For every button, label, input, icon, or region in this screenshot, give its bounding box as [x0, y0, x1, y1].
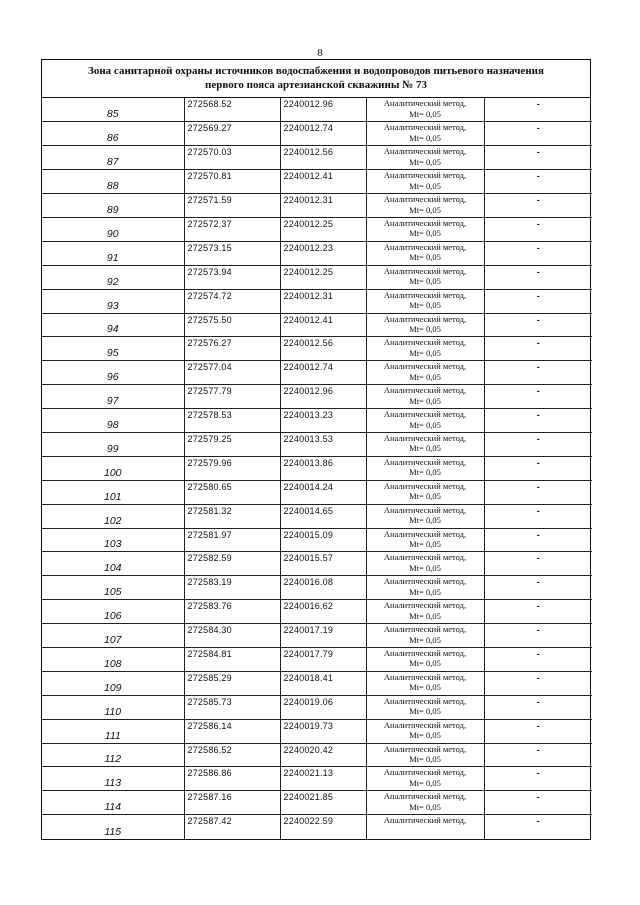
note-cell: - — [484, 241, 592, 265]
method-cell — [366, 600, 484, 624]
precision-text: Mt= 0,05 — [409, 347, 441, 358]
note-cell: - — [484, 456, 592, 480]
note-cell: - — [484, 313, 592, 337]
y-coordinate: 2240014.65 — [280, 504, 366, 528]
x-coordinate: 272586.86 — [184, 767, 280, 791]
precision-text: Mt= 0,05 — [409, 228, 441, 239]
point-number: 106 — [42, 600, 184, 624]
y-coordinate: 2240019.73 — [280, 719, 366, 743]
x-coordinate: 272585.29 — [184, 671, 280, 695]
precision-text: Mt= 0,05 — [409, 276, 441, 287]
y-coordinate: 2240019.06 — [280, 695, 366, 719]
table-row — [42, 98, 592, 122]
point-number: 93 — [42, 289, 184, 313]
method-text: Аналитический метод, — [383, 504, 467, 515]
point-number: 95 — [42, 337, 184, 361]
note-cell: - — [484, 695, 592, 719]
precision-text: Mt= 0,05 — [409, 562, 441, 573]
method-text: Аналитический метод, — [383, 815, 467, 826]
method-text: Аналитический метод, — [383, 480, 467, 491]
point-number: 114 — [42, 791, 184, 815]
precision-text: Mt= 0,05 — [409, 156, 441, 167]
method-text: Аналитический метод, — [383, 576, 467, 587]
table-row — [42, 385, 592, 409]
x-coordinate: 272571.59 — [184, 194, 280, 218]
x-coordinate: 272576.27 — [184, 337, 280, 361]
method-cell — [366, 671, 484, 695]
method-text: Аналитический метод, — [383, 695, 467, 706]
table-row — [42, 647, 592, 671]
table-row — [42, 409, 592, 433]
note-cell: - — [484, 98, 592, 122]
coordinates-table — [42, 98, 592, 839]
method-cell — [366, 217, 484, 241]
x-coordinate: 272573.15 — [184, 241, 280, 265]
precision-text: Mt= 0,05 — [409, 132, 441, 143]
y-coordinate: 2240014.24 — [280, 480, 366, 504]
method-cell — [366, 313, 484, 337]
table-row — [42, 480, 592, 504]
table-row — [42, 456, 592, 480]
table-row — [42, 671, 592, 695]
y-coordinate: 2240012.96 — [280, 385, 366, 409]
point-number: 112 — [42, 743, 184, 767]
x-coordinate: 272587.16 — [184, 791, 280, 815]
point-number: 104 — [42, 552, 184, 576]
table-row — [42, 600, 592, 624]
y-coordinate: 2240012.25 — [280, 217, 366, 241]
method-cell — [366, 170, 484, 194]
y-coordinate: 2240016.62 — [280, 600, 366, 624]
table-row — [42, 552, 592, 576]
point-number: 91 — [42, 241, 184, 265]
y-coordinate: 2240012.56 — [280, 337, 366, 361]
method-cell — [366, 647, 484, 671]
note-cell: - — [484, 552, 592, 576]
point-number: 102 — [42, 504, 184, 528]
x-coordinate: 272579.25 — [184, 432, 280, 456]
x-coordinate: 272577.79 — [184, 385, 280, 409]
precision-text: Mt= 0,05 — [409, 634, 441, 645]
method-cell — [366, 146, 484, 170]
note-cell: - — [484, 194, 592, 218]
note-cell: - — [484, 170, 592, 194]
point-number: 92 — [42, 265, 184, 289]
note-cell: - — [484, 647, 592, 671]
x-coordinate: 272570.81 — [184, 170, 280, 194]
y-coordinate: 2240016.08 — [280, 576, 366, 600]
point-number: 89 — [42, 194, 184, 218]
note-cell: - — [484, 385, 592, 409]
note-cell: - — [484, 743, 592, 767]
x-coordinate: 272581.32 — [184, 504, 280, 528]
table-row — [42, 217, 592, 241]
method-cell — [366, 122, 484, 146]
precision-text: Mt= 0,05 — [409, 777, 441, 788]
point-number: 100 — [42, 456, 184, 480]
note-cell: - — [484, 265, 592, 289]
precision-text: Mt= 0,05 — [409, 204, 441, 215]
method-text: Аналитический метод, — [383, 337, 467, 348]
note-cell: - — [484, 432, 592, 456]
y-coordinate: 2240012.96 — [280, 98, 366, 122]
point-number: 98 — [42, 409, 184, 433]
x-coordinate: 272587.42 — [184, 815, 280, 839]
method-text: Аналитический метод, — [383, 600, 467, 611]
method-text: Аналитический метод, — [383, 98, 467, 108]
method-text: Аналитический метод, — [383, 743, 467, 754]
method-text: Аналитический метод, — [383, 767, 467, 778]
method-text: Аналитический метод, — [383, 719, 467, 730]
y-coordinate: 2240021.85 — [280, 791, 366, 815]
method-cell — [366, 456, 484, 480]
x-coordinate: 272575.50 — [184, 313, 280, 337]
method-cell — [366, 289, 484, 313]
method-text: Аналитический метод, — [383, 671, 467, 682]
precision-text: Mt= 0,05 — [409, 754, 441, 765]
method-cell — [366, 624, 484, 648]
table-row — [42, 791, 592, 815]
table-row — [42, 695, 592, 719]
note-cell: - — [484, 791, 592, 815]
point-number: 99 — [42, 432, 184, 456]
point-number: 86 — [42, 122, 184, 146]
point-number: 113 — [42, 767, 184, 791]
method-cell — [366, 194, 484, 218]
table-row — [42, 194, 592, 218]
y-coordinate: 2240012.41 — [280, 313, 366, 337]
y-coordinate: 2240012.74 — [280, 361, 366, 385]
table-row — [42, 528, 592, 552]
x-coordinate: 272584.81 — [184, 647, 280, 671]
table-row — [42, 624, 592, 648]
method-cell — [366, 432, 484, 456]
method-text: Аналитический метод, — [383, 432, 467, 443]
method-cell — [366, 719, 484, 743]
precision-text: Mt= 0,05 — [409, 682, 441, 693]
point-number: 97 — [42, 385, 184, 409]
x-coordinate: 272572.37 — [184, 217, 280, 241]
x-coordinate: 272574.72 — [184, 289, 280, 313]
precision-text: Mt= 0,05 — [409, 730, 441, 741]
precision-text: Mt= 0,05 — [409, 515, 441, 526]
x-coordinate: 272577.04 — [184, 361, 280, 385]
method-text: Аналитический метод, — [383, 791, 467, 802]
y-coordinate: 2240020.42 — [280, 743, 366, 767]
note-cell: - — [484, 671, 592, 695]
y-coordinate: 2240018.41 — [280, 671, 366, 695]
y-coordinate: 2240012.31 — [280, 289, 366, 313]
document-title — [42, 60, 590, 98]
method-text: Аналитический метод, — [383, 385, 467, 396]
method-cell — [366, 815, 484, 839]
table-row — [42, 576, 592, 600]
y-coordinate: 2240012.23 — [280, 241, 366, 265]
table-row — [42, 767, 592, 791]
y-coordinate: 2240012.41 — [280, 170, 366, 194]
y-coordinate: 2240022.59 — [280, 815, 366, 839]
x-coordinate: 272570.03 — [184, 146, 280, 170]
method-cell — [366, 528, 484, 552]
precision-text: Mt= 0,05 — [409, 108, 441, 119]
table-row — [42, 289, 592, 313]
page-number: 8 — [317, 47, 323, 59]
point-number: 87 — [42, 146, 184, 170]
y-coordinate: 2240013.53 — [280, 432, 366, 456]
precision-text: Mt= 0,05 — [409, 706, 441, 717]
table-row — [42, 313, 592, 337]
method-cell — [366, 480, 484, 504]
x-coordinate: 272579.96 — [184, 456, 280, 480]
note-cell: - — [484, 337, 592, 361]
method-text: Аналитический метод, — [383, 313, 467, 324]
point-number: 107 — [42, 624, 184, 648]
point-number: 115 — [42, 815, 184, 839]
point-number: 94 — [42, 313, 184, 337]
x-coordinate: 272578.53 — [184, 409, 280, 433]
method-cell — [366, 504, 484, 528]
note-cell: - — [484, 767, 592, 791]
x-coordinate: 272569.27 — [184, 122, 280, 146]
method-cell — [366, 265, 484, 289]
x-coordinate: 272585.73 — [184, 695, 280, 719]
table-row — [42, 361, 592, 385]
precision-text: Mt= 0,05 — [409, 658, 441, 669]
coordinates-table-body — [42, 98, 592, 839]
precision-text: Mt= 0,05 — [409, 180, 441, 191]
method-cell — [366, 695, 484, 719]
method-cell — [366, 576, 484, 600]
precision-text: Mt= 0,05 — [409, 395, 441, 406]
note-cell: - — [484, 600, 592, 624]
note-cell: - — [484, 480, 592, 504]
y-coordinate: 2240015.09 — [280, 528, 366, 552]
method-text: Аналитический метод, — [383, 265, 467, 276]
method-text: Аналитический метод, — [383, 647, 467, 658]
point-number: 105 — [42, 576, 184, 600]
precision-text: Mt= 0,05 — [409, 610, 441, 621]
note-cell: - — [484, 409, 592, 433]
precision-text: Mt= 0,05 — [409, 419, 441, 430]
table-row — [42, 504, 592, 528]
coordinates-sheet — [41, 59, 591, 840]
table-row — [42, 432, 592, 456]
note-cell: - — [484, 528, 592, 552]
precision-text: Mt= 0,05 — [409, 371, 441, 382]
precision-text: Mt= 0,05 — [409, 252, 441, 263]
x-coordinate: 272582.59 — [184, 552, 280, 576]
method-cell — [366, 743, 484, 767]
title-line-2: первого пояса артезианской скважины № 73 — [205, 79, 427, 91]
method-cell — [366, 552, 484, 576]
point-number: 101 — [42, 480, 184, 504]
x-coordinate: 272586.14 — [184, 719, 280, 743]
method-cell — [366, 361, 484, 385]
note-cell: - — [484, 576, 592, 600]
y-coordinate: 2240021.13 — [280, 767, 366, 791]
x-coordinate: 272573.94 — [184, 265, 280, 289]
y-coordinate: 2240012.56 — [280, 146, 366, 170]
y-coordinate: 2240013.86 — [280, 456, 366, 480]
precision-text: Mt= 0,05 — [409, 443, 441, 454]
y-coordinate: 2240012.74 — [280, 122, 366, 146]
x-coordinate: 272568.52 — [184, 98, 280, 122]
point-number: 96 — [42, 361, 184, 385]
note-cell: - — [484, 719, 592, 743]
x-coordinate: 272580.65 — [184, 480, 280, 504]
method-cell — [366, 98, 484, 122]
x-coordinate: 272581.97 — [184, 528, 280, 552]
note-cell: - — [484, 289, 592, 313]
y-coordinate: 2240012.25 — [280, 265, 366, 289]
y-coordinate: 2240012.31 — [280, 194, 366, 218]
note-cell: - — [484, 217, 592, 241]
point-number: 111 — [42, 719, 184, 743]
method-text: Аналитический метод, — [383, 194, 467, 205]
table-row — [42, 337, 592, 361]
method-text: Аналитический метод, — [383, 456, 467, 467]
method-text: Аналитический метод, — [383, 217, 467, 228]
method-cell — [366, 767, 484, 791]
x-coordinate: 272586.52 — [184, 743, 280, 767]
table-row — [42, 743, 592, 767]
precision-text: Mt= 0,05 — [409, 324, 441, 335]
note-cell: - — [536, 816, 540, 827]
table-row — [42, 170, 592, 194]
point-number: 88 — [42, 170, 184, 194]
method-text: Аналитический метод, — [383, 289, 467, 300]
note-cell: - — [484, 504, 592, 528]
precision-text: Mt= 0,05 — [409, 801, 441, 812]
y-coordinate: 2240015.57 — [280, 552, 366, 576]
point-number: 103 — [42, 528, 184, 552]
y-coordinate: 2240017.19 — [280, 624, 366, 648]
method-text: Аналитический метод, — [383, 241, 467, 252]
method-cell — [366, 385, 484, 409]
method-text: Аналитический метод, — [383, 624, 467, 635]
method-text: Аналитический метод, — [383, 361, 467, 372]
table-row — [42, 122, 592, 146]
table-row — [42, 815, 592, 839]
point-number: 85 — [42, 98, 184, 122]
point-number: 109 — [42, 671, 184, 695]
method-text: Аналитический метод, — [383, 409, 467, 420]
method-cell — [366, 337, 484, 361]
note-cell: - — [484, 146, 592, 170]
table-row — [42, 146, 592, 170]
point-number: 108 — [42, 647, 184, 671]
method-cell — [366, 409, 484, 433]
method-cell — [366, 241, 484, 265]
x-coordinate: 272583.19 — [184, 576, 280, 600]
method-text: Аналитический метод, — [383, 170, 467, 181]
method-text: Аналитический метод, — [383, 528, 467, 539]
table-row — [42, 241, 592, 265]
title-line-1: Зона санитарной охраны источников водоспабжения и водопроводов питьевого назначения — [88, 65, 544, 77]
precision-text: Mt= 0,05 — [409, 539, 441, 550]
method-cell — [366, 791, 484, 815]
note-cell: - — [484, 122, 592, 146]
x-coordinate: 272583.76 — [184, 600, 280, 624]
note-cell: - — [484, 361, 592, 385]
table-row — [42, 719, 592, 743]
precision-text: Mt= 0,05 — [409, 586, 441, 597]
x-coordinate: 272584.30 — [184, 624, 280, 648]
precision-text: Mt= 0,05 — [409, 467, 441, 478]
note-cell: - — [484, 624, 592, 648]
precision-text: Mt= 0,05 — [409, 491, 441, 502]
method-text: Аналитический метод, — [383, 552, 467, 563]
precision-text: Mt= 0,05 — [409, 300, 441, 311]
table-row — [42, 265, 592, 289]
method-text: Аналитический метод, — [383, 122, 467, 133]
y-coordinate: 2240017.79 — [280, 647, 366, 671]
point-number: 110 — [42, 695, 184, 719]
method-text: Аналитический метод, — [383, 146, 467, 157]
point-number: 90 — [42, 217, 184, 241]
y-coordinate: 2240013.23 — [280, 409, 366, 433]
